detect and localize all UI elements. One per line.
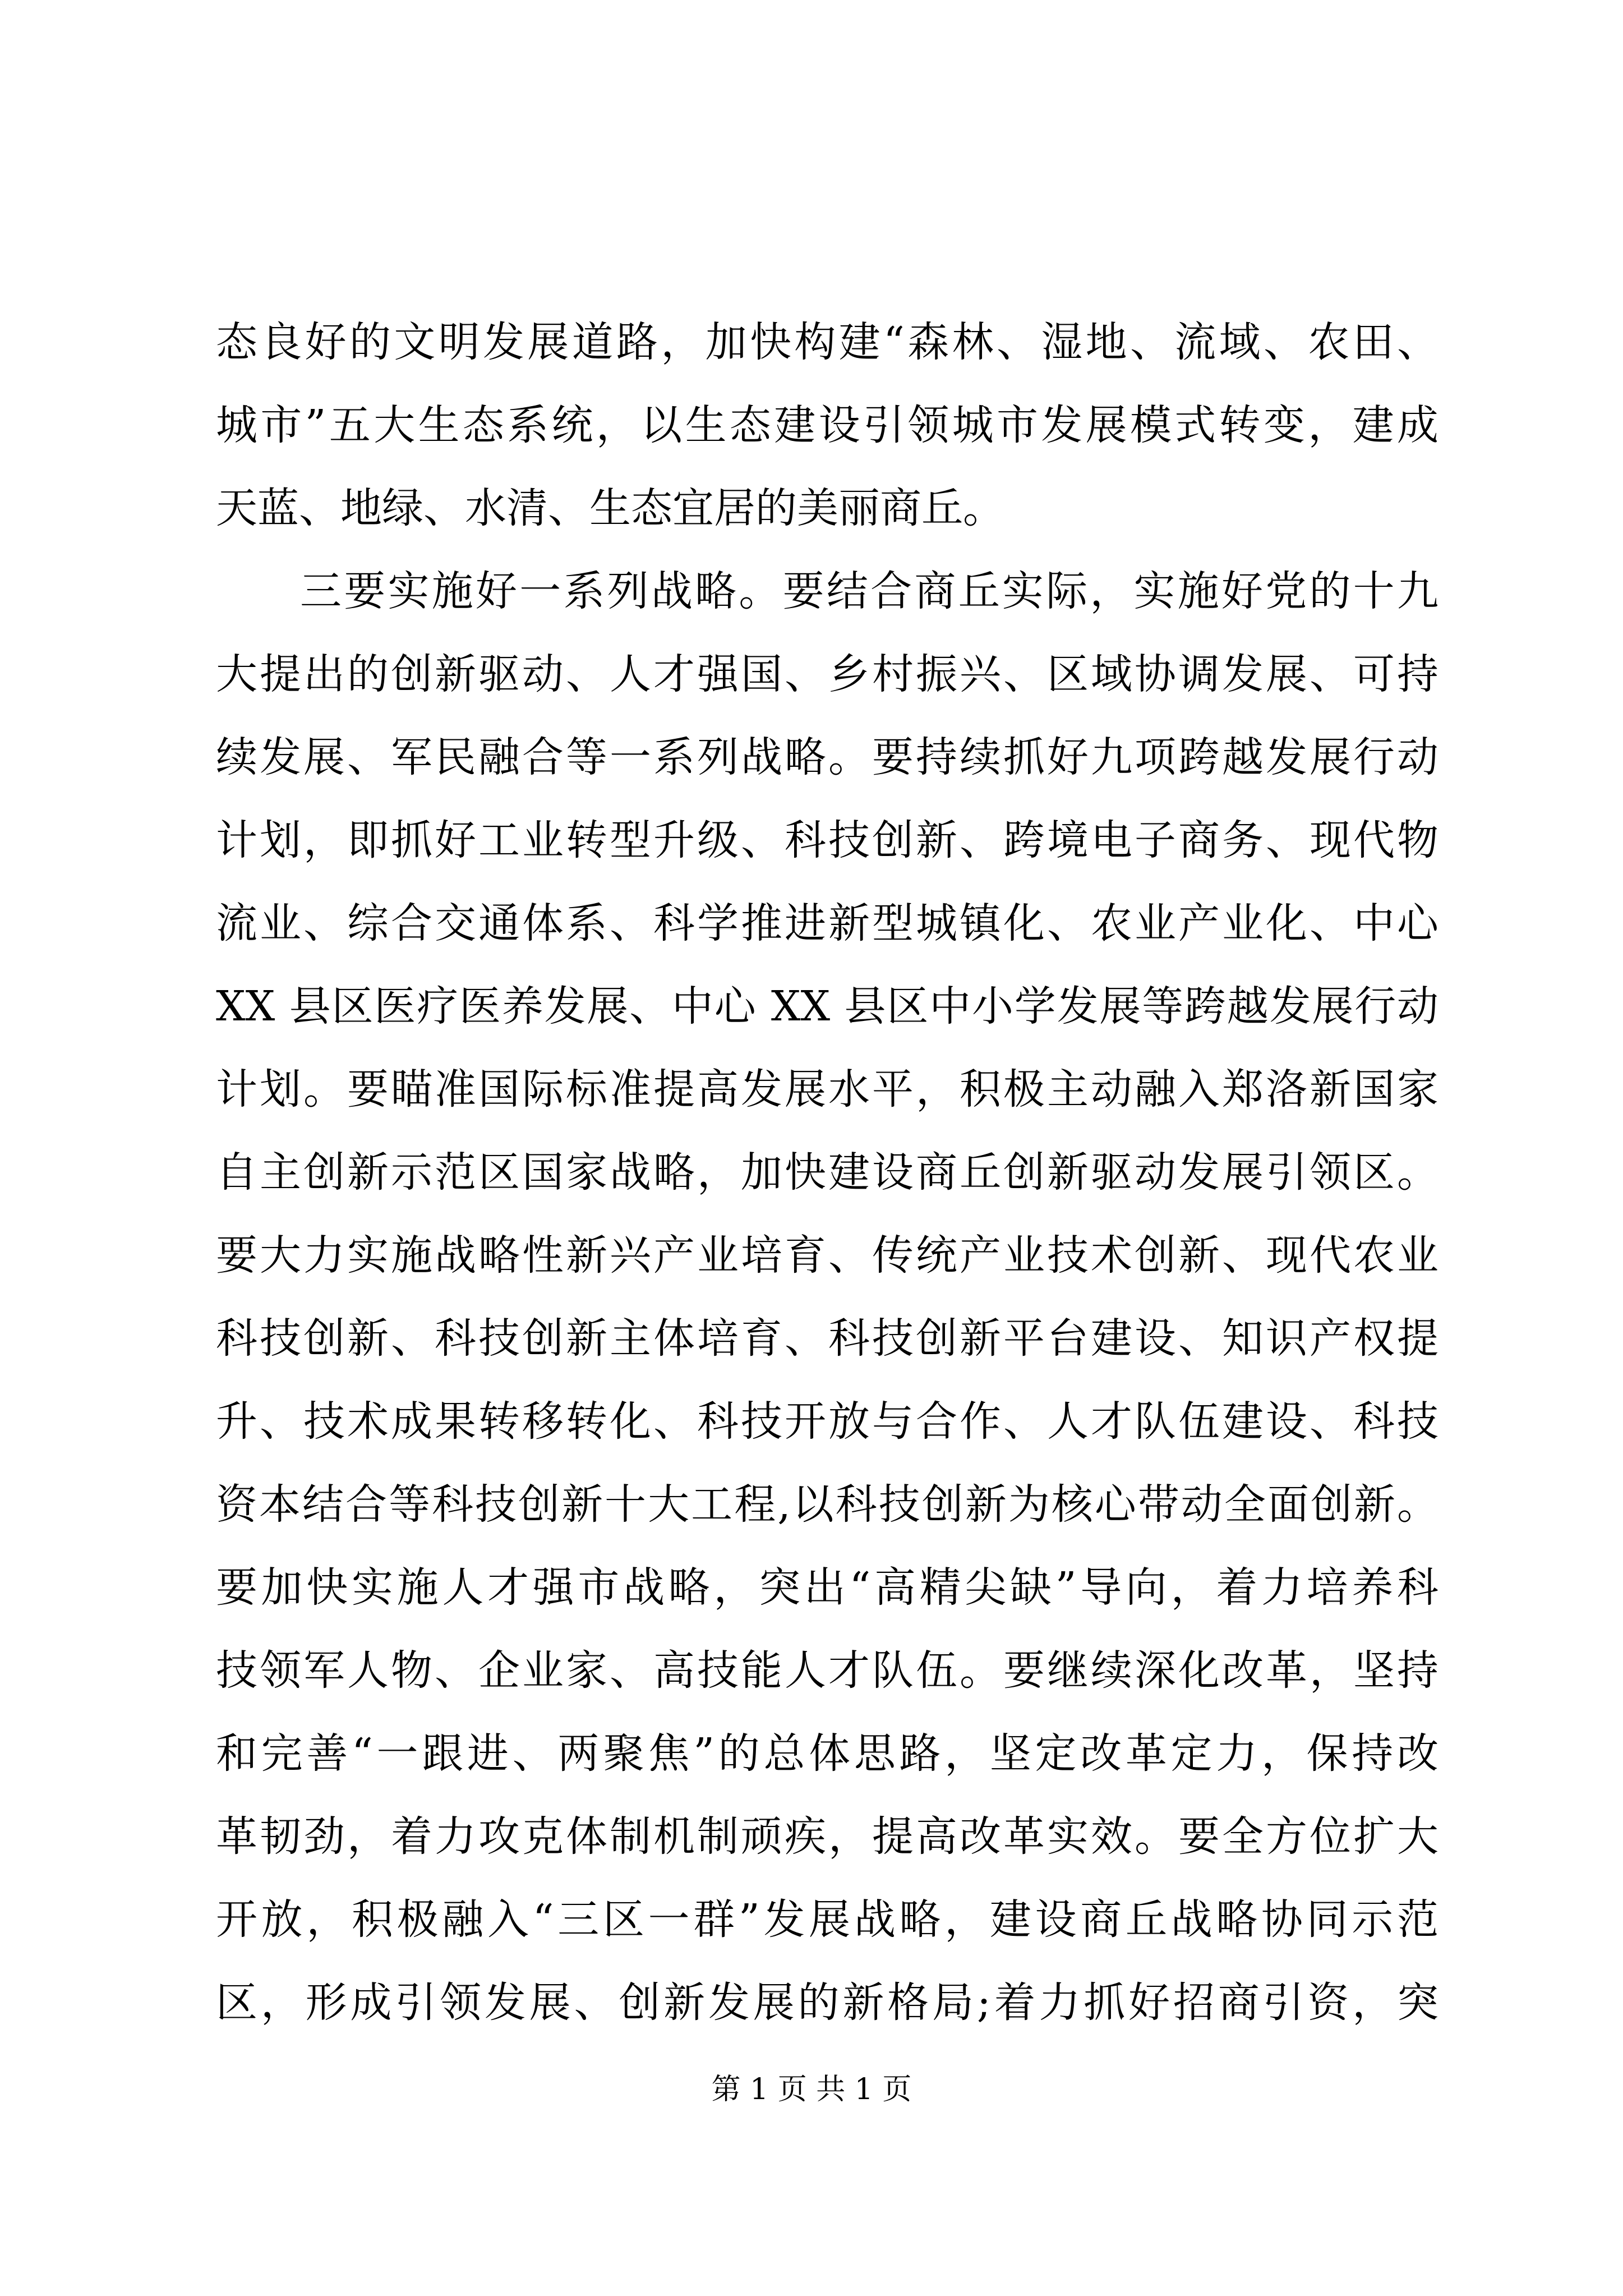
text-line: XX 县区医疗医养发展、中心 XX 县区中小学发展等跨越发展行动	[216, 982, 1438, 1030]
text-line: 资本结合等科技创新十大工程,以科技创新为核心带动全面创新。	[216, 1480, 1438, 1529]
text-line: 革韧劲，着力攻克体制机制顽疾，提高改革实效。要全方位扩大	[216, 1812, 1438, 1861]
text-line: 计划。要瞄准国际标准提高发展水平，积极主动融入郑洛新国家	[216, 1065, 1438, 1114]
text-line: 态良好的文明发展道路，加快构建“森林、湿地、流域、农田、	[216, 318, 1438, 366]
text-line: 要大力实施战略性新兴产业培育、传统产业技术创新、现代农业	[216, 1231, 1438, 1280]
text-line: 开放，积极融入“三区一群”发展战略，建设商丘战略协同示范	[216, 1895, 1438, 1944]
text-line: 升、技术成果转移转化、科技开放与合作、人才队伍建设、科技	[216, 1397, 1438, 1446]
body-text	[216, 301, 1438, 2044]
page-number-label: 第 1 页 共 1 页	[711, 2073, 912, 2106]
text-line: 天蓝、地绿、水清、生态宜居的美丽商丘。	[216, 484, 1004, 532]
text-line: 计划，即抓好工业转型升级、科技创新、跨境电子商务、现代物	[216, 816, 1438, 864]
page-footer	[0, 2070, 1623, 2109]
text-line: 续发展、军民融合等一系列战略。要持续抓好九项跨越发展行动	[216, 733, 1438, 781]
text-line: 区，形成引领发展、创新发展的新格局;着力抓好招商引资，突	[216, 1978, 1438, 2027]
text-line: 和完善“一跟进、两聚焦”的总体思路，坚定改革定力，保持改	[216, 1729, 1438, 1778]
text-line: 自主创新示范区国家战略，加快建设商丘创新驱动发展引领区。	[216, 1148, 1438, 1197]
text-line: 要加快实施人才强市战略，突出“高精尖缺”导向，着力培养科	[216, 1563, 1438, 1612]
text-line: 流业、综合交通体系、科学推进新型城镇化、农业产业化、中心	[216, 899, 1438, 947]
text-line: 技领军人物、企业家、高技能人才队伍。要继续深化改革，坚持	[216, 1646, 1438, 1695]
text-line: 科技创新、科技创新主体培育、科技创新平台建设、知识产权提	[216, 1314, 1438, 1363]
text-line: 大提出的创新驱动、人才强国、乡村振兴、区域协调发展、可持	[216, 650, 1438, 698]
paragraph-start-line: 三要实施好一系列战略。要结合商丘实际，实施好党的十九	[300, 567, 1438, 615]
text-line: 城市”五大生态系统，以生态建设引领城市发展模式转变，建成	[216, 401, 1438, 449]
